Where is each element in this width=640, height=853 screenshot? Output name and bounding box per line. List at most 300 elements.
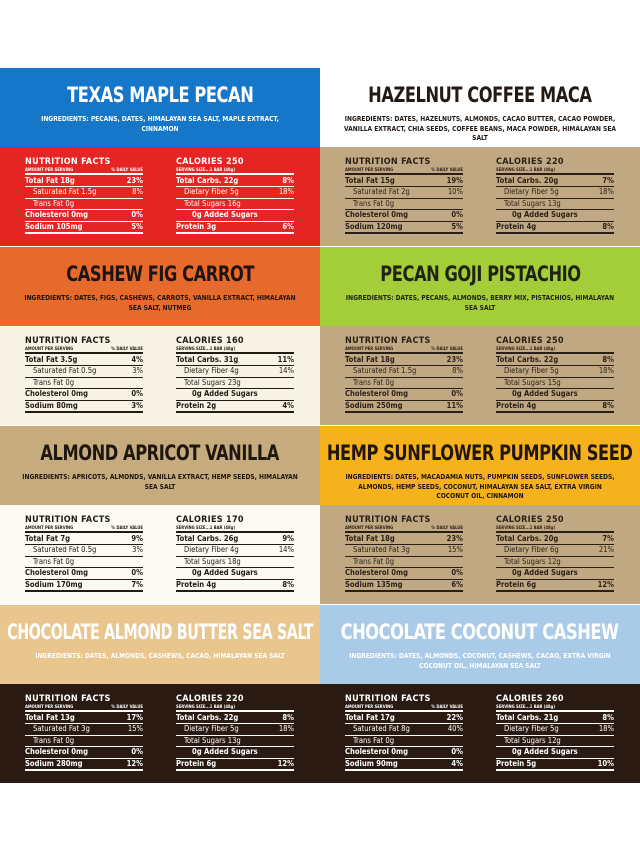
nutrient-label: Trans Fat 0g xyxy=(353,556,395,566)
nutrient-row xyxy=(345,355,463,366)
daily-value: 5% xyxy=(131,221,143,231)
nutrient-label: Trans Fat 0g xyxy=(353,377,395,387)
nutrition-facts-heading: NUTRITION FACTS xyxy=(345,336,431,346)
nutrient-label: Total Carbs. 22g xyxy=(496,355,559,364)
nutrient-label: Sodium 135mg xyxy=(345,579,403,589)
nutrient-label: Cholesterol 0mg xyxy=(345,389,409,399)
nutrient-row xyxy=(176,747,294,758)
nutrient-row xyxy=(176,378,294,389)
product-title: HAZELNUT COFFEE MACA xyxy=(368,83,592,107)
nutrient-row xyxy=(345,210,463,221)
daily-value: 23% xyxy=(126,176,143,185)
nutrient-label: Saturated Fat 1.5g xyxy=(353,366,417,376)
nutrient-label: Sodium 280mg xyxy=(25,758,83,768)
nutrient-row xyxy=(176,401,294,413)
subheader-text: AMOUNT PER SERVING xyxy=(345,167,394,172)
nutrient-row xyxy=(345,176,463,187)
nutrition-facts-column xyxy=(345,157,463,234)
nutrient-row xyxy=(176,366,294,377)
nutrient-row xyxy=(345,401,463,413)
nutrient-row xyxy=(496,534,614,545)
calories-heading: CALORIES 170 xyxy=(176,515,244,525)
product-title: CHOCOLATE COCONUT CASHEW xyxy=(341,620,619,644)
subheader-text: SERVING SIZE...1 BAR (48g) xyxy=(176,525,236,530)
subheader-text: AMOUNT PER SERVING xyxy=(25,525,74,530)
daily-value: 21% xyxy=(598,545,614,555)
subheader-text: AMOUNT PER SERVING xyxy=(345,525,394,530)
nutrient-label: Saturated Fat 1.5g xyxy=(33,187,97,197)
daily-value: 8% xyxy=(602,713,614,722)
daily-value: 17% xyxy=(126,713,143,722)
product-title: CASHEW FIG CARROT xyxy=(66,262,254,286)
nutrient-row xyxy=(496,724,614,735)
subheader-text: SERVING SIZE...1 BAR (48g) xyxy=(176,704,236,709)
nutrient-row xyxy=(25,366,143,377)
product-card-almond-apricot-vanilla xyxy=(0,426,320,604)
nutrient-label: Dietary Fiber 4g xyxy=(184,366,239,376)
daily-value: 14% xyxy=(278,545,294,555)
nutrient-row xyxy=(25,401,143,413)
nutrient-row xyxy=(345,759,463,771)
subheader-text: % DAILY VALUE xyxy=(431,167,463,172)
nutrient-row xyxy=(496,759,614,771)
serving-size xyxy=(176,525,294,533)
daily-value: 5% xyxy=(451,221,463,231)
daily-value: 11% xyxy=(277,355,294,364)
nutrient-row xyxy=(25,580,143,592)
nutrition-facts-heading: NUTRITION FACTS xyxy=(25,694,111,704)
daily-value: 10% xyxy=(597,758,614,768)
nutrient-row xyxy=(176,568,294,579)
nutrient-label: Sodium 250mg xyxy=(345,400,403,410)
serving-subheader xyxy=(25,525,143,533)
nutrient-label: 0g Added Sugars xyxy=(512,568,578,578)
ingredients-text: INGREDIENTS: DATES, ALMONDS, CASHEWS, CACAO, HIMALAYAN SEA SALT xyxy=(35,651,285,660)
ingredients-text: INGREDIENTS: DATES, MACADAMIA NUTS, PUMPKIN SEEDS, SUNFLOWER SEEDS, ALMONDS, HEMP SEEDS, COCONUT, HIMALAYAN SEA SALT, EXTRA VIRGIN COCONUT OIL, CINNAMON xyxy=(345,472,615,500)
serving-size xyxy=(496,346,614,354)
nutrient-row xyxy=(345,534,463,545)
nutrition-facts-panel xyxy=(0,326,320,425)
nutrient-row xyxy=(345,568,463,579)
nutrition-facts-heading: NUTRITION FACTS xyxy=(345,515,431,525)
nutrient-label: 0g Added Sugars xyxy=(512,210,578,220)
nutrition-facts-column xyxy=(25,694,143,771)
calories-column xyxy=(176,157,294,234)
daily-value: 40% xyxy=(447,724,463,734)
subheader-text: AMOUNT PER SERVING xyxy=(345,346,394,351)
serving-subheader xyxy=(25,167,143,175)
nutrient-label: Protein 6g xyxy=(496,579,537,589)
nutrient-label: 0g Added Sugars xyxy=(192,389,258,399)
nutrition-facts-column xyxy=(345,515,463,592)
product-title: HEMP SUNFLOWER PUMPKIN SEED xyxy=(327,441,633,465)
nutrient-label: Sodium 90mg xyxy=(345,758,398,768)
daily-value: 0% xyxy=(451,389,463,399)
subheader-text: % DAILY VALUE xyxy=(431,704,463,709)
nutrient-row xyxy=(345,580,463,592)
nutrient-label: Total Carbs. 20g xyxy=(496,534,559,543)
daily-value: 15% xyxy=(127,724,143,734)
daily-value: 18% xyxy=(598,187,614,197)
subheader-text: AMOUNT PER SERVING xyxy=(345,704,394,709)
subheader-text: SERVING SIZE...1 BAR (48g) xyxy=(496,525,556,530)
daily-value: 19% xyxy=(446,176,463,185)
nutrient-label: Dietary Fiber 5g xyxy=(184,724,239,734)
daily-value: 3% xyxy=(132,545,143,555)
product-title: PECAN GOJI PISTACHIO xyxy=(379,262,581,286)
nutrient-row xyxy=(345,187,463,198)
nutrient-row xyxy=(176,199,294,210)
nutrient-row xyxy=(25,724,143,735)
nutrient-label: Dietary Fiber 4g xyxy=(184,545,239,555)
nutrient-row xyxy=(345,222,463,234)
ingredients-text: INGREDIENTS: DATES, FIGS, CASHEWS, CARROTS, VANILLA EXTRACT, HIMALAYAN SEA SALT, NUTMEG xyxy=(24,293,296,312)
nutrient-label: Total Sugars 23g xyxy=(184,377,241,387)
nutrient-label: Cholesterol 0mg xyxy=(25,389,89,399)
nutrient-label: Total Fat 18g xyxy=(25,176,75,185)
nutrient-label: Sodium 80mg xyxy=(25,400,78,410)
daily-value: 0% xyxy=(131,389,143,399)
ingredients-text: INGREDIENTS: DATES, PECANS, ALMONDS, BERRY MIX, PISTACHIOS, HIMALAYAN SEA SALT xyxy=(345,293,615,312)
subheader-text: AMOUNT PER SERVING xyxy=(25,704,74,709)
product-card-cashew-fig-carrot xyxy=(0,247,320,425)
nutrient-label: Dietary Fiber 5g xyxy=(184,187,239,197)
nutrition-facts-column xyxy=(25,157,143,234)
nutrient-row xyxy=(345,366,463,377)
calories-column xyxy=(496,336,614,413)
nutrient-row xyxy=(25,759,143,771)
daily-value: 7% xyxy=(602,176,614,185)
nutrient-row xyxy=(345,557,463,568)
daily-value: 8% xyxy=(602,355,614,364)
nutrient-label: Saturated Fat 8g xyxy=(353,724,410,734)
nutrition-facts-heading: NUTRITION FACTS xyxy=(345,694,431,704)
nutrient-label: Total Fat 15g xyxy=(345,176,395,185)
nutrient-label: Saturated Fat 2g xyxy=(353,187,410,197)
nutrition-facts-panel xyxy=(320,147,640,246)
nutrient-label: Protein 6g xyxy=(176,758,217,768)
nutrient-label: Cholesterol 0mg xyxy=(345,747,409,757)
product-header xyxy=(0,68,320,147)
nutrient-row xyxy=(25,747,143,758)
product-header xyxy=(0,426,320,505)
subheader-text: % DAILY VALUE xyxy=(431,346,463,351)
nutrient-label: Dietary Fiber 6g xyxy=(504,545,559,555)
serving-subheader xyxy=(25,346,143,354)
serving-subheader xyxy=(345,167,463,175)
serving-size xyxy=(496,704,614,712)
product-title: CHOCOLATE ALMOND BUTTER SEA SALT xyxy=(7,620,313,644)
nutrient-label: Trans Fat 0g xyxy=(353,198,395,208)
product-header xyxy=(0,247,320,326)
nutrient-label: Total Sugars 12g xyxy=(504,735,561,745)
ingredients-text: INGREDIENTS: APRICOTS, ALMONDS, VANILLA EXTRACT, HEMP SEEDS, HIMALAYAN SEA SALT xyxy=(22,472,298,491)
subheader-text: AMOUNT PER SERVING xyxy=(25,167,74,172)
daily-value: 0% xyxy=(451,747,463,757)
calories-heading: CALORIES 250 xyxy=(176,157,244,167)
nutrient-row xyxy=(25,176,143,187)
serving-size xyxy=(176,704,294,712)
nutrient-row xyxy=(345,378,463,389)
nutrient-row xyxy=(176,736,294,747)
daily-value: 0% xyxy=(451,568,463,578)
daily-value: 12% xyxy=(597,579,614,589)
nutrition-facts-panel xyxy=(0,147,320,246)
nutrient-row xyxy=(176,759,294,771)
nutrient-label: Saturated Fat 3g xyxy=(353,545,410,555)
nutrient-row xyxy=(25,736,143,747)
product-header xyxy=(0,605,320,684)
daily-value: 10% xyxy=(447,187,463,197)
nutrient-label: Total Fat 3.5g xyxy=(25,355,78,364)
daily-value: 15% xyxy=(447,545,463,555)
nutrient-row xyxy=(496,580,614,592)
nutrient-label: Protein 2g xyxy=(176,400,217,410)
nutrient-row xyxy=(496,401,614,413)
daily-value: 9% xyxy=(282,534,294,543)
product-header xyxy=(320,426,640,505)
subheader-text: % DAILY VALUE xyxy=(111,525,143,530)
nutrient-row xyxy=(25,557,143,568)
nutrient-row xyxy=(25,545,143,556)
daily-value: 23% xyxy=(446,355,463,364)
daily-value: 12% xyxy=(277,758,294,768)
nutrient-row xyxy=(25,534,143,545)
nutrient-row xyxy=(176,210,294,221)
nutrient-label: Dietary Fiber 5g xyxy=(504,366,559,376)
product-header xyxy=(320,68,640,147)
nutrient-label: Protein 4g xyxy=(496,221,537,231)
nutrient-label: 0g Added Sugars xyxy=(512,747,578,757)
daily-value: 0% xyxy=(131,747,143,757)
nutrient-row xyxy=(496,568,614,579)
nutrient-label: 0g Added Sugars xyxy=(512,389,578,399)
nutrient-row xyxy=(176,187,294,198)
nutrient-label: Protein 4g xyxy=(496,400,537,410)
daily-value: 0% xyxy=(131,210,143,220)
nutrient-row xyxy=(176,355,294,366)
daily-value: 11% xyxy=(446,400,463,410)
nutrient-label: Saturated Fat 0.5g xyxy=(33,545,97,555)
nutrition-facts-column xyxy=(25,515,143,592)
nutrient-label: 0g Added Sugars xyxy=(192,210,258,220)
nutrient-row xyxy=(25,199,143,210)
subheader-text: % DAILY VALUE xyxy=(431,525,463,530)
nutrient-row xyxy=(176,580,294,592)
nutrient-row xyxy=(345,724,463,735)
nutrient-label: Cholesterol 0mg xyxy=(25,568,89,578)
nutrient-label: Trans Fat 0g xyxy=(33,198,75,208)
daily-value: 18% xyxy=(598,366,614,376)
nutrient-label: Trans Fat 0g xyxy=(353,735,395,745)
nutrient-label: Total Sugars 13g xyxy=(504,198,561,208)
nutrient-label: Total Sugars 12g xyxy=(504,556,561,566)
nutrient-label: Cholesterol 0mg xyxy=(25,210,89,220)
nutrient-label: Saturated Fat 0.5g xyxy=(33,366,97,376)
product-header xyxy=(320,247,640,326)
daily-value: 8% xyxy=(452,366,463,376)
nutrient-row xyxy=(345,199,463,210)
nutrition-facts-panel xyxy=(0,684,320,783)
nutrition-facts-heading: NUTRITION FACTS xyxy=(25,157,111,167)
nutrient-row xyxy=(496,355,614,366)
nutrient-label: Sodium 170mg xyxy=(25,579,83,589)
nutrient-label: Total Carbs. 22g xyxy=(176,176,239,185)
calories-heading: CALORIES 260 xyxy=(496,694,564,704)
nutrient-row xyxy=(176,545,294,556)
nutrient-row xyxy=(496,187,614,198)
calories-column xyxy=(176,515,294,592)
subheader-text: SERVING SIZE...1 BAR (48g) xyxy=(496,346,556,351)
calories-column xyxy=(496,515,614,592)
nutrient-row xyxy=(496,210,614,221)
nutrient-row xyxy=(345,747,463,758)
daily-value: 7% xyxy=(131,579,143,589)
nutrient-label: Total Carbs. 26g xyxy=(176,534,239,543)
nutrition-facts-column xyxy=(345,336,463,413)
calories-heading: CALORIES 250 xyxy=(496,515,564,525)
product-grid xyxy=(0,68,640,784)
daily-value: 6% xyxy=(282,221,294,231)
nutrition-facts-heading: NUTRITION FACTS xyxy=(345,157,431,167)
nutrient-row xyxy=(496,176,614,187)
nutrient-label: Protein 4g xyxy=(176,579,217,589)
calories-heading: CALORIES 220 xyxy=(496,157,564,167)
nutrient-label: Dietary Fiber 5g xyxy=(504,187,559,197)
nutrition-facts-heading: NUTRITION FACTS xyxy=(25,515,111,525)
daily-value: 8% xyxy=(282,579,294,589)
nutrient-row xyxy=(176,534,294,545)
calories-column xyxy=(176,336,294,413)
nutrient-label: Total Fat 13g xyxy=(25,713,75,722)
nutrient-label: Cholesterol 0mg xyxy=(345,210,409,220)
daily-value: 4% xyxy=(131,355,143,364)
nutrient-row xyxy=(25,378,143,389)
nutrient-label: 0g Added Sugars xyxy=(192,568,258,578)
nutrient-row xyxy=(345,389,463,400)
daily-value: 18% xyxy=(278,187,294,197)
product-card-chocolate-almond-butter-sea-salt xyxy=(0,605,320,783)
nutrient-label: Trans Fat 0g xyxy=(33,735,75,745)
daily-value: 3% xyxy=(131,400,143,410)
subheader-text: % DAILY VALUE xyxy=(111,346,143,351)
nutrient-row xyxy=(176,389,294,400)
nutrient-row xyxy=(345,736,463,747)
nutrient-label: Total Carbs. 20g xyxy=(496,176,559,185)
nutrient-row xyxy=(25,222,143,234)
nutrient-row xyxy=(496,366,614,377)
daily-value: 8% xyxy=(282,713,294,722)
nutrient-row xyxy=(496,545,614,556)
product-title: TEXAS MAPLE PECAN xyxy=(66,83,254,107)
nutrient-label: 0g Added Sugars xyxy=(192,747,258,757)
daily-value: 4% xyxy=(451,758,463,768)
nutrition-facts-column xyxy=(345,694,463,771)
daily-value: 18% xyxy=(598,724,614,734)
daily-value: 8% xyxy=(282,176,294,185)
nutrient-label: Protein 3g xyxy=(176,221,217,231)
subheader-text: SERVING SIZE...1 BAR (48g) xyxy=(176,167,236,172)
nutrient-row xyxy=(496,378,614,389)
subheader-text: SERVING SIZE...1 BAR (48g) xyxy=(496,704,556,709)
nutrient-row xyxy=(496,199,614,210)
nutrient-row xyxy=(176,176,294,187)
subheader-text: SERVING SIZE...1 BAR (48g) xyxy=(176,346,236,351)
nutrient-label: Trans Fat 0g xyxy=(33,556,75,566)
product-card-texas-maple-pecan xyxy=(0,68,320,246)
daily-value: 8% xyxy=(132,187,143,197)
daily-value: 7% xyxy=(602,534,614,543)
nutrient-row xyxy=(176,713,294,724)
nutrient-label: Total Sugars 13g xyxy=(184,735,241,745)
nutrient-label: Saturated Fat 3g xyxy=(33,724,90,734)
calories-heading: CALORIES 160 xyxy=(176,336,244,346)
nutrient-row xyxy=(496,557,614,568)
daily-value: 4% xyxy=(282,400,294,410)
nutrient-label: Total Carbs. 22g xyxy=(176,713,239,722)
serving-subheader xyxy=(25,704,143,712)
nutrient-label: Cholesterol 0mg xyxy=(345,568,409,578)
nutrient-label: Dietary Fiber 5g xyxy=(504,724,559,734)
nutrient-label: Total Carbs. 21g xyxy=(496,713,559,722)
nutrient-row xyxy=(25,210,143,221)
daily-value: 8% xyxy=(602,400,614,410)
serving-size xyxy=(496,167,614,175)
daily-value: 8% xyxy=(602,221,614,231)
daily-value: 22% xyxy=(446,713,463,722)
nutrient-row xyxy=(25,713,143,724)
serving-subheader xyxy=(345,704,463,712)
nutrient-label: Sodium 105mg xyxy=(25,221,83,231)
daily-value: 23% xyxy=(446,534,463,543)
nutrient-label: Total Sugars 15g xyxy=(504,377,561,387)
daily-value: 14% xyxy=(278,366,294,376)
serving-subheader xyxy=(345,525,463,533)
ingredients-text: INGREDIENTS: DATES, HAZELNUTS, ALMONDS, CACAO BUTTER, CACAO POWDER, VANILLA EXTRACT, CHIA SEEDS, COFFEE BEANS, MACA POWDER, HIMALAYAN SEA SALT xyxy=(343,114,617,142)
daily-value: 3% xyxy=(132,366,143,376)
product-card-chocolate-coconut-cashew xyxy=(320,605,640,783)
nutrient-label: Trans Fat 0g xyxy=(33,377,75,387)
nutrient-row xyxy=(496,747,614,758)
subheader-text: % DAILY VALUE xyxy=(111,704,143,709)
calories-column xyxy=(176,694,294,771)
nutrient-label: Total Fat 7g xyxy=(25,534,71,543)
nutrient-row xyxy=(345,545,463,556)
daily-value: 9% xyxy=(131,534,143,543)
nutrient-label: Total Fat 18g xyxy=(345,534,395,543)
daily-value: 18% xyxy=(278,724,294,734)
daily-value: 0% xyxy=(131,568,143,578)
nutrition-facts-panel xyxy=(320,326,640,425)
ingredients-text: INGREDIENTS: DATES, ALMONDS, COCONUT, CASHEWS, CACAO, EXTRA VIRGIN COCONUT OIL, HIMALAYAN SEA SALT xyxy=(349,651,611,670)
nutrient-row xyxy=(25,355,143,366)
nutrient-label: Cholesterol 0mg xyxy=(25,747,89,757)
calories-heading: CALORIES 250 xyxy=(496,336,564,346)
product-card-pecan-goji-pistachio xyxy=(320,247,640,425)
daily-value: 6% xyxy=(451,579,463,589)
nutrient-label: Sodium 120mg xyxy=(345,221,403,231)
nutrient-label: Total Fat 17g xyxy=(345,713,395,722)
nutrient-label: Total Carbs. 31g xyxy=(176,355,239,364)
calories-heading: CALORIES 220 xyxy=(176,694,244,704)
nutrient-row xyxy=(25,389,143,400)
nutrient-row xyxy=(496,713,614,724)
serving-size xyxy=(176,346,294,354)
daily-value: 0% xyxy=(451,210,463,220)
nutrient-label: Protein 5g xyxy=(496,758,537,768)
subheader-text: % DAILY VALUE xyxy=(111,167,143,172)
nutrient-row xyxy=(176,557,294,568)
